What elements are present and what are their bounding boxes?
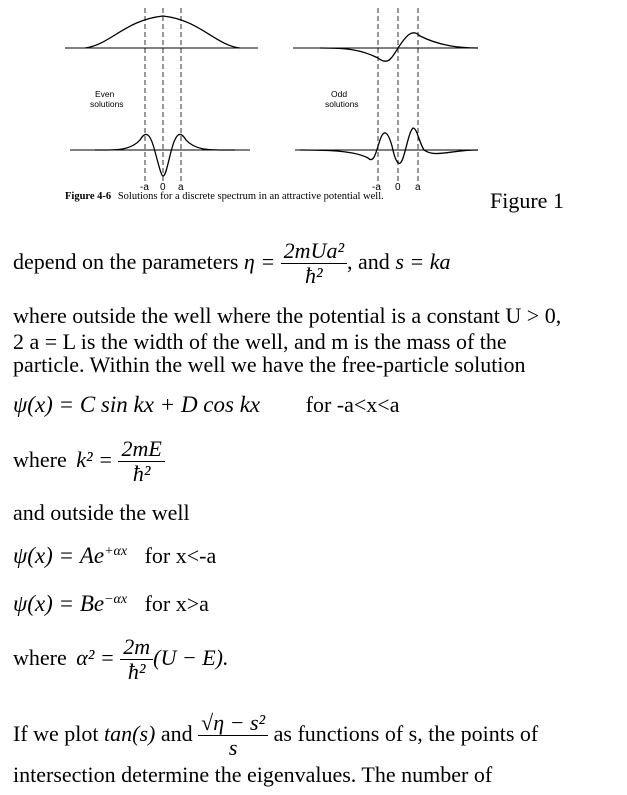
- left-tick-neg-a: -a: [140, 182, 149, 193]
- psi-right-condition: for x>a: [144, 591, 209, 616]
- even-top-curve: [85, 16, 240, 48]
- eta-denominator: ħ²: [305, 263, 323, 289]
- right-tick-a: a: [415, 182, 421, 193]
- where-k-label: where: [13, 447, 67, 472]
- figure: [0, 0, 627, 215]
- psi-left-line: [13, 543, 216, 569]
- plot-and: and: [160, 721, 193, 746]
- parameters-line: [13, 234, 450, 290]
- plot-prefix: If we plot: [13, 721, 99, 746]
- psi-right-exponent: −αx: [104, 592, 128, 607]
- plot-tan: tan(s): [104, 721, 156, 746]
- paragraph-1-line-2: 2 a = L is the width of the well, and m is the mass of the: [13, 329, 507, 354]
- sqrt-denominator: s: [228, 735, 238, 761]
- parameters-prefix: depend on the parameters: [13, 249, 239, 274]
- psi-left: ψ(x) = Ae: [13, 543, 105, 568]
- eta-numerator: 2mUa²: [281, 239, 347, 264]
- psi-left-condition: for x<-a: [144, 543, 217, 568]
- figure-label: Figure 1: [490, 188, 564, 213]
- even-label-2: solutions: [90, 99, 124, 109]
- alpha-numerator: 2m: [120, 635, 153, 660]
- alpha-fraction: [120, 635, 153, 684]
- even-label-1: Even: [95, 89, 115, 99]
- odd-label-1: Odd: [331, 89, 348, 99]
- alpha-denominator: ħ²: [127, 659, 146, 685]
- alpha-lhs: α² =: [76, 645, 115, 670]
- left-tick-zero: 0: [160, 182, 166, 193]
- k-denominator: ħ²: [132, 461, 151, 487]
- psi-right-line: [13, 591, 209, 617]
- odd-bottom-curve: [300, 128, 478, 163]
- k-fraction: [118, 437, 164, 486]
- paragraph-1-line-3: particle. Within the well we have the free-particle solution: [13, 352, 526, 377]
- plot-line: [13, 706, 538, 762]
- right-tick-zero: 0: [395, 182, 401, 193]
- sqrt-numerator: √η − s²: [198, 711, 268, 736]
- figure-graphic: [0, 0, 627, 215]
- where-alpha-label: where: [13, 645, 67, 670]
- alpha-rhs: (U − E).: [153, 645, 229, 670]
- paragraph-1-line-1: where outside the well where the potential is a constant U > 0,: [13, 303, 562, 328]
- psi-inside-condition: for -a<x<a: [305, 392, 400, 417]
- sqrt-fraction: [198, 711, 268, 760]
- right-tick-neg-a: -a: [372, 182, 381, 193]
- odd-label-2: solutions: [325, 99, 359, 109]
- alpha-definition: [13, 630, 228, 686]
- figure-caption: Figure 4-6 Solutions for a discrete spectrum in an attractive potential well.: [65, 191, 384, 202]
- psi-left-exponent: +αx: [104, 544, 128, 559]
- parameters-mid: , and: [347, 249, 390, 274]
- k-numerator: 2mE: [118, 437, 164, 462]
- eta-lhs: η =: [243, 249, 276, 274]
- psi-inside: ψ(x) = C sin kx + D cos kx: [13, 392, 261, 417]
- psi-right: ψ(x) = Be: [13, 591, 105, 616]
- psi-inside-line: [13, 392, 399, 418]
- k-lhs: k² =: [76, 447, 113, 472]
- plot-suffix: as functions of s, the points of: [273, 721, 539, 746]
- outside-well-text: and outside the well: [13, 500, 190, 525]
- s-equation: s = ka: [395, 249, 451, 274]
- even-bottom-curve: [95, 134, 235, 176]
- left-tick-a: a: [178, 182, 184, 193]
- k-definition: [13, 432, 165, 488]
- last-line: intersection determine the eigenvalues. The number of: [13, 762, 493, 787]
- eta-fraction: [281, 239, 347, 288]
- odd-top-curve: [320, 33, 478, 61]
